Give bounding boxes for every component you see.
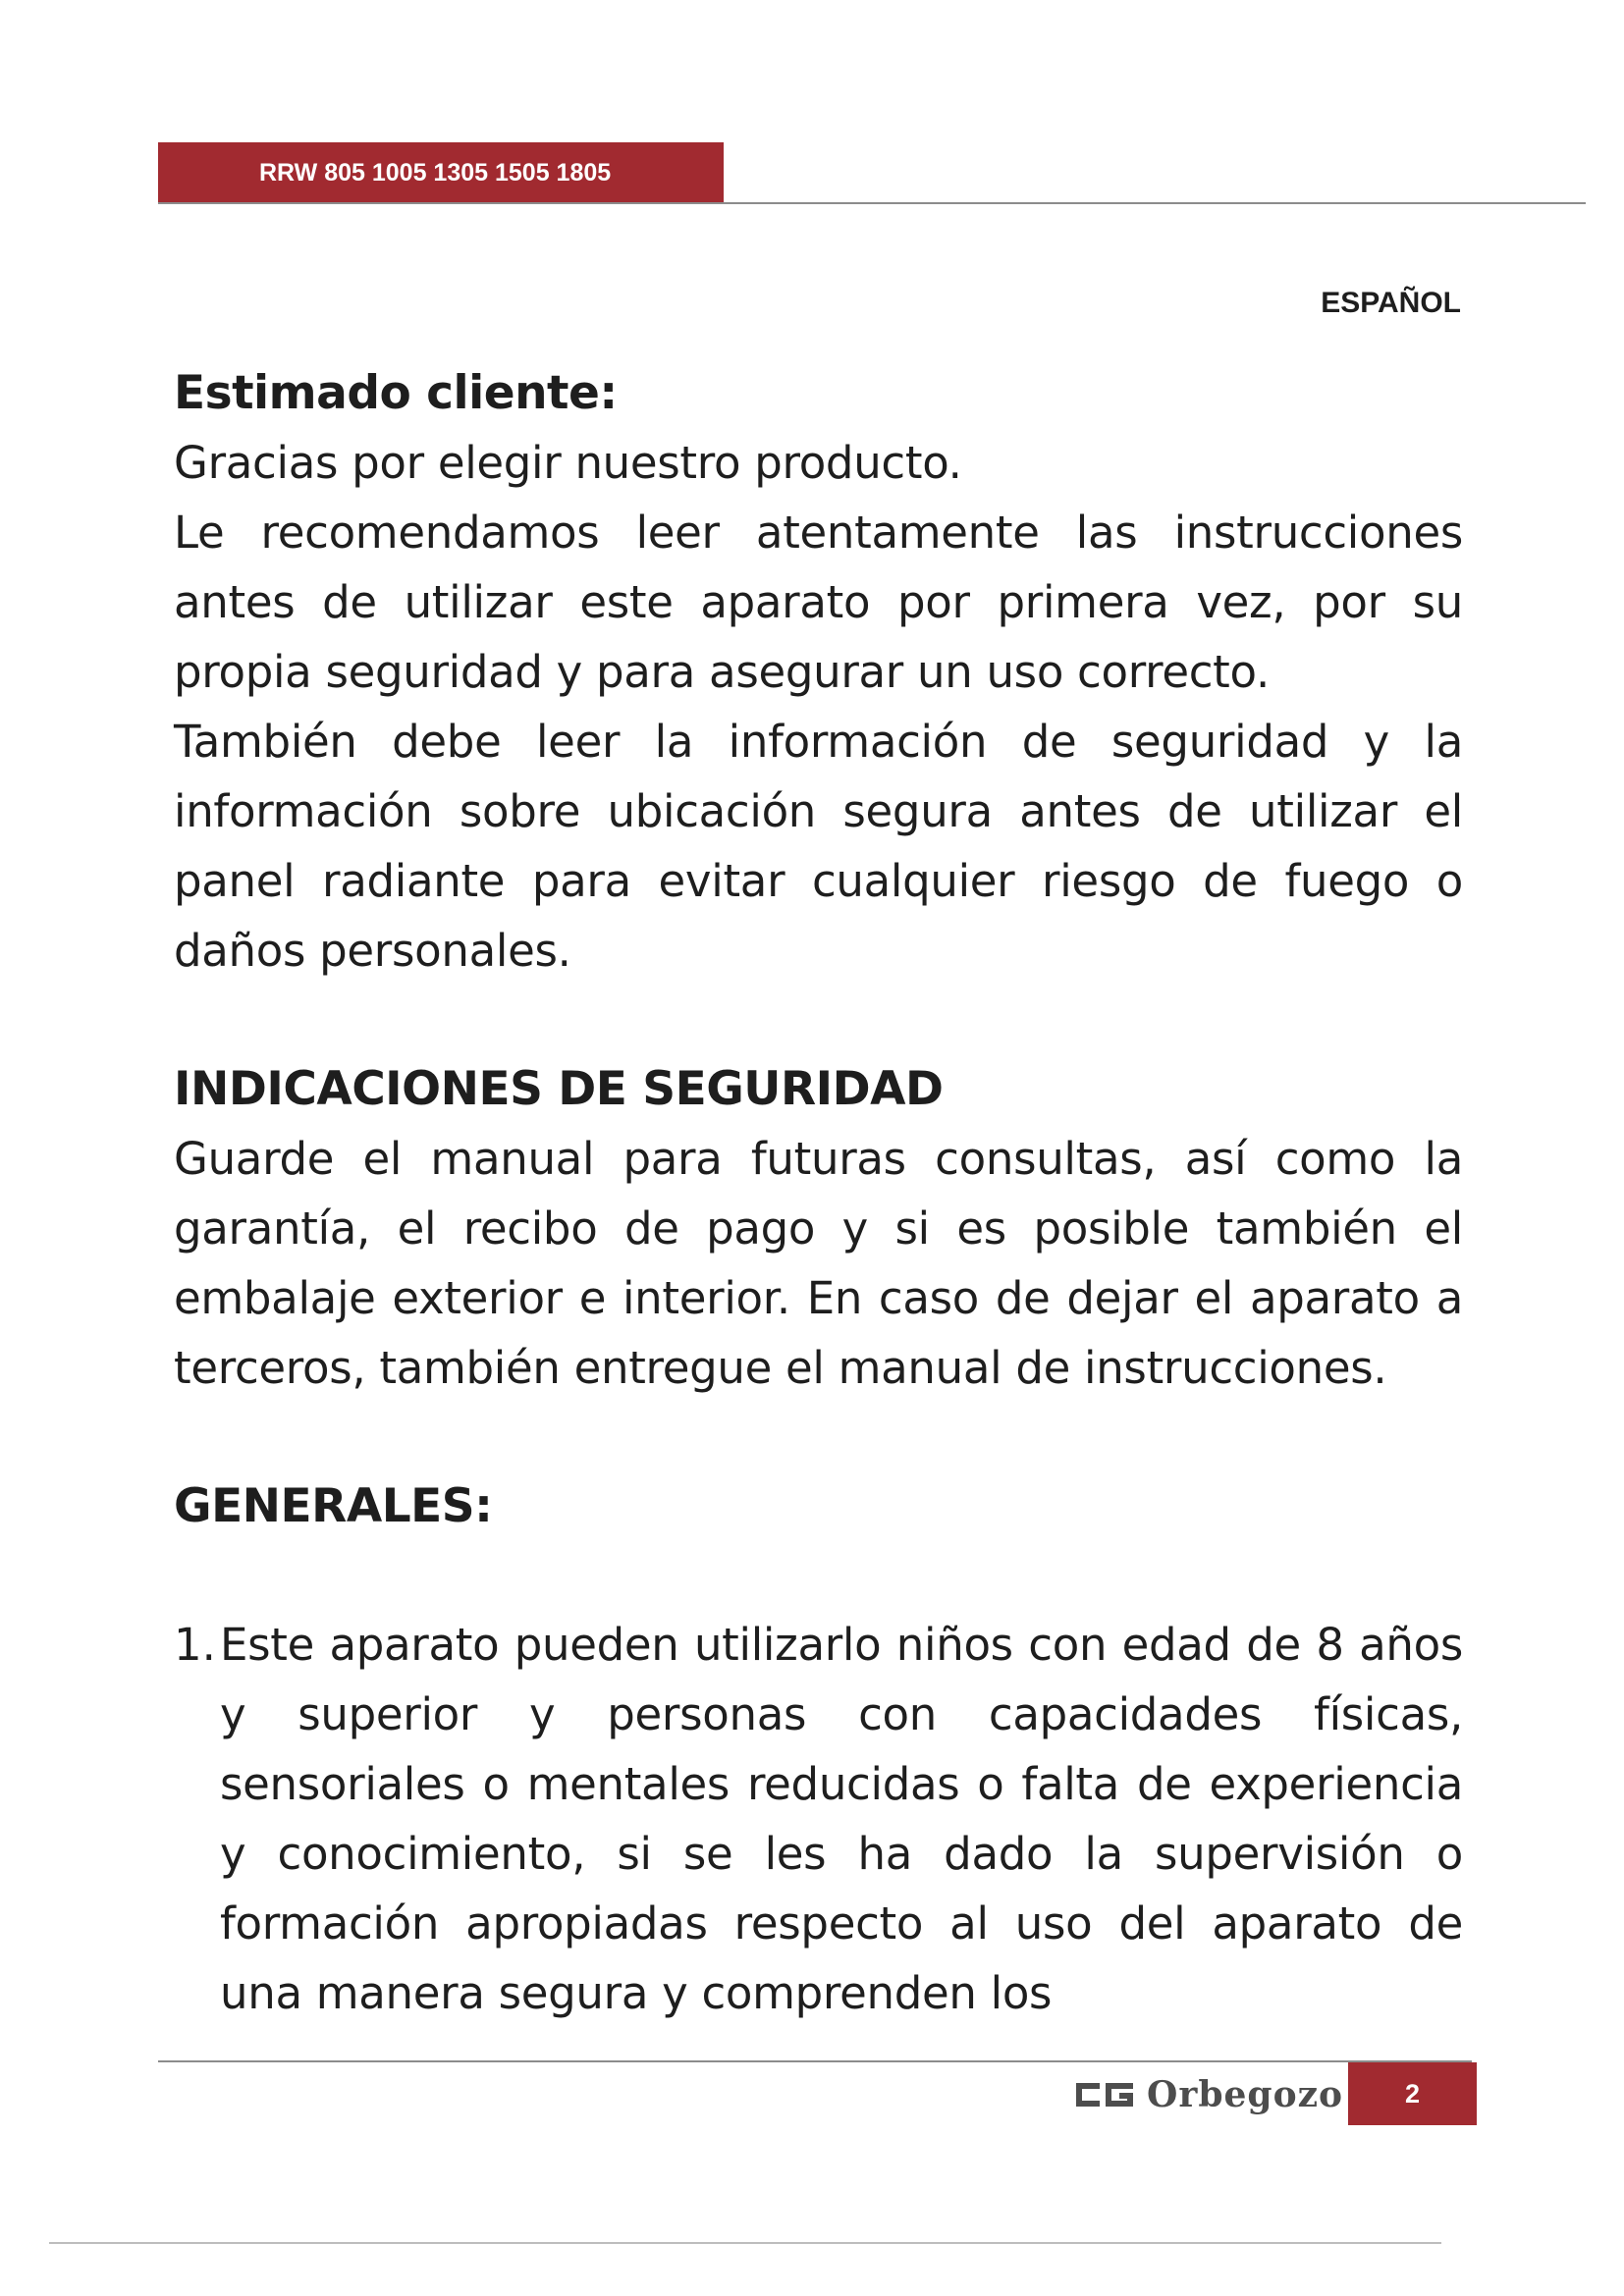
footer-rule [158, 2060, 1472, 2062]
brand-logo [1076, 2074, 1343, 2115]
general-heading: GENERALES: [174, 1479, 493, 1533]
header-rule [158, 202, 1586, 204]
bottom-rule [49, 2242, 1441, 2244]
model-list: RRW 805 1005 1305 1505 1805 [259, 159, 612, 187]
page-content [174, 359, 1463, 2028]
list-item-text: Este aparato pueden utilizarlo niños con edad de 8 años y superior y personas con capacidades físicas, sensoriales o mentales reducidas o falta de experiencia y conocimiento, si se les ha dado la supervisión o formación apropiadas respecto al uso del aparato de una manera segura y comprenden los [220, 1619, 1463, 2019]
greeting-heading: Estimado cliente: [174, 366, 618, 420]
recommendation-paragraph: Le recomendamos leer atentamente las instrucciones antes de utilizar este aparato por primera vez, por su propia seguridad y para asegurar un uso correcto. [174, 507, 1463, 698]
thanks-paragraph: Gracias por elegir nuestro producto. [174, 437, 962, 489]
safety-paragraph: Guarde el manual para futuras consultas, así como la garantía, el recibo de pago y si es posible también el embalaje exterior e interior. En caso de dejar el aparato a terceros, también entregue el manual de instrucciones. [174, 1133, 1463, 1394]
brand-name: Orbegozo [1147, 2074, 1344, 2115]
model-header-band [158, 142, 724, 203]
safety-heading: INDICACIONES DE SEGURIDAD [174, 1062, 944, 1116]
list-item [174, 1610, 1463, 2028]
brand-mark-icon [1076, 2080, 1133, 2109]
list-item-number: 1. [174, 1619, 216, 1671]
safety-reading-paragraph: También debe leer la información de seguridad y la información sobre ubicación segura antes de utilizar el panel radiante para evitar cualquier riesgo de fuego o daños personales. [174, 716, 1463, 977]
page-number: 2 [1348, 2062, 1477, 2125]
language-label: ESPAÑOL [1321, 287, 1461, 319]
general-list [174, 1610, 1463, 2028]
